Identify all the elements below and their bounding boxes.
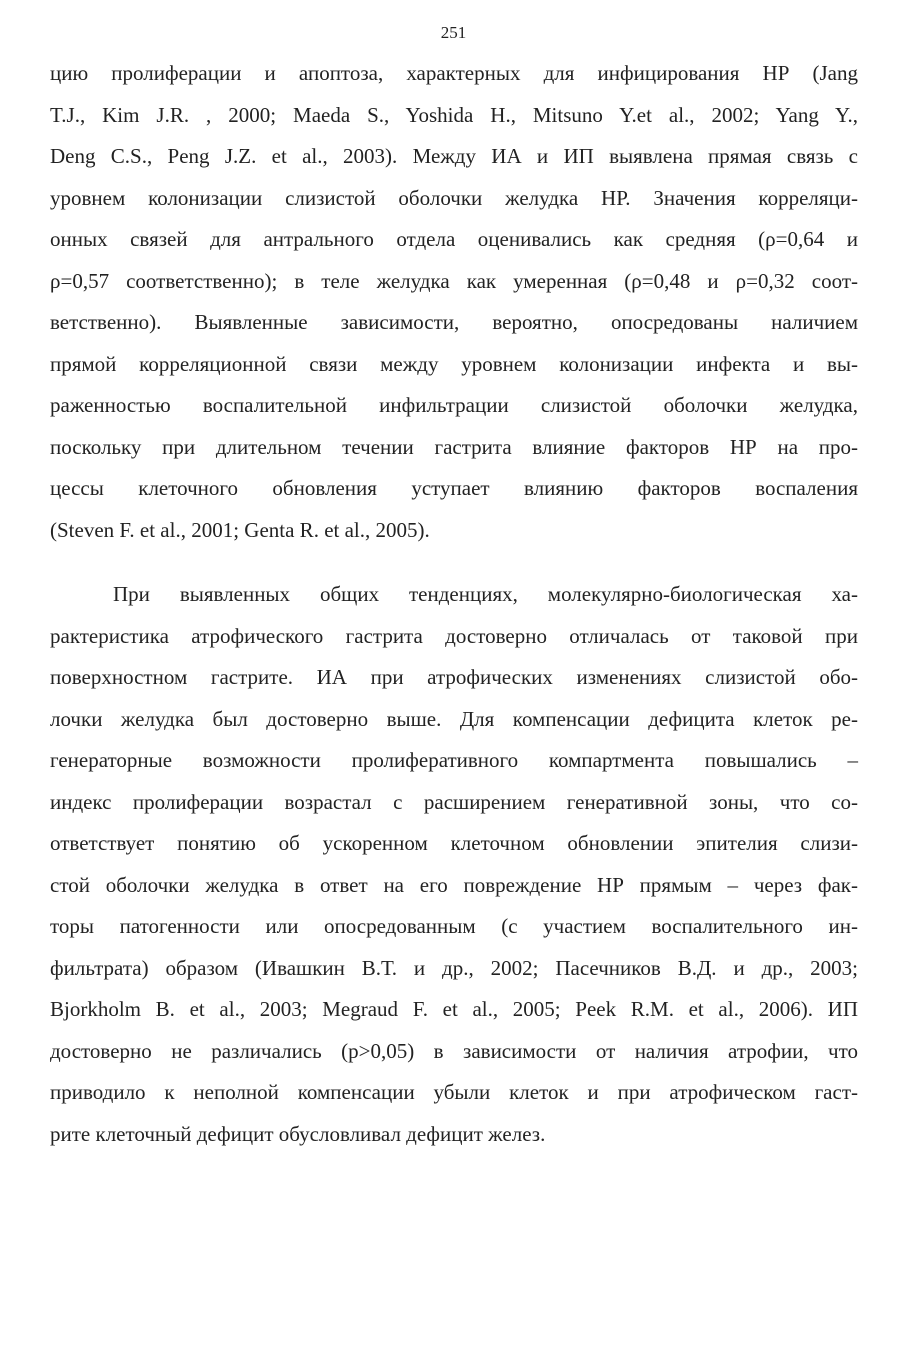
text-line: Deng C.S., Peng J.Z. et al., 2003). Между ИА и ИП выявлена прямая связь с: [50, 144, 858, 168]
text-line: T.J., Kim J.R. , 2000; Maeda S., Yoshida H., Mitsuno Y.et al., 2002; Yang Y.,: [50, 102, 858, 127]
page-number: 251: [440, 23, 467, 42]
text-line: уровнем колонизации слизистой оболочки желудка НР. Значения корреляци-: [50, 185, 858, 210]
text-line: цессы клеточного обновления уступает влиянию факторов воспаления: [50, 476, 858, 500]
text-line: онных связей для антрального отдела оценивались как средняя (ρ=0,64 и: [50, 227, 858, 251]
text-line: приводило к неполной компенсации убыли клеток и при атрофическом гаст-: [50, 1080, 858, 1104]
text-line: генераторные возможности пролиферативного компартмента повышались –: [50, 748, 858, 772]
text-line: достоверно не различались (p>0,05) в зависимости от наличия атрофии, что: [50, 1038, 858, 1063]
text-line: стой оболочки желудка в ответ на его повреждение НР прямым – через фак-: [50, 872, 858, 897]
text-line: (Steven F. et al., 2001; Genta R. et al., 2005).: [50, 517, 430, 542]
text-line: торы патогенности или опосредованным (с участием воспалительного ин-: [50, 914, 858, 938]
text-line: ветственно). Выявленные зависимости, вероятно, опосредованы наличием: [50, 310, 858, 334]
text-line: прямой корреляционной связи между уровнем колонизации инфекта и вы-: [50, 351, 858, 376]
text-line: рите клеточный дефицит обусловливал дефицит желез.: [50, 1121, 546, 1146]
text-line: Bjorkholm B. et al., 2003; Megraud F. et al., 2005; Peek R.M. et al., 2006). ИП: [50, 997, 858, 1021]
text-line: фильтрата) образом (Ивашкин В.Т. и др., 2002; Пасечников В.Д. и др., 2003;: [50, 955, 858, 980]
text-line: ответствует понятию об ускоренном клеточном обновлении эпителия слизи-: [50, 831, 858, 855]
paragraph-1: [50, 53, 858, 551]
text-line: рактеристика атрофического гастрита достоверно отличалась от таковой при: [50, 623, 858, 648]
text-line: поскольку при длительном течении гастрита влияние факторов НР на про-: [50, 434, 858, 459]
text-line: лочки желудка был достоверно выше. Для компенсации дефицита клеток ре-: [50, 706, 858, 731]
text-line: ρ=0,57 соответственно); в теле желудка как умеренная (ρ=0,48 и ρ=0,32 соот-: [50, 268, 858, 293]
paragraph-2: [50, 574, 858, 1155]
text-line: цию пролиферации и апоптоза, характерных для инфицирования НР (Jang: [50, 61, 858, 85]
text-line: индекс пролиферации возрастал с расширением генеративной зоны, что со-: [50, 789, 858, 814]
text-line: При выявленных общих тенденциях, молекулярно-биологическая ха-: [113, 582, 858, 606]
text-line: раженностью воспалительной инфильтрации слизистой оболочки желудка,: [50, 393, 858, 417]
text-line: поверхностном гастрите. ИА при атрофических изменениях слизистой обо-: [50, 665, 858, 689]
